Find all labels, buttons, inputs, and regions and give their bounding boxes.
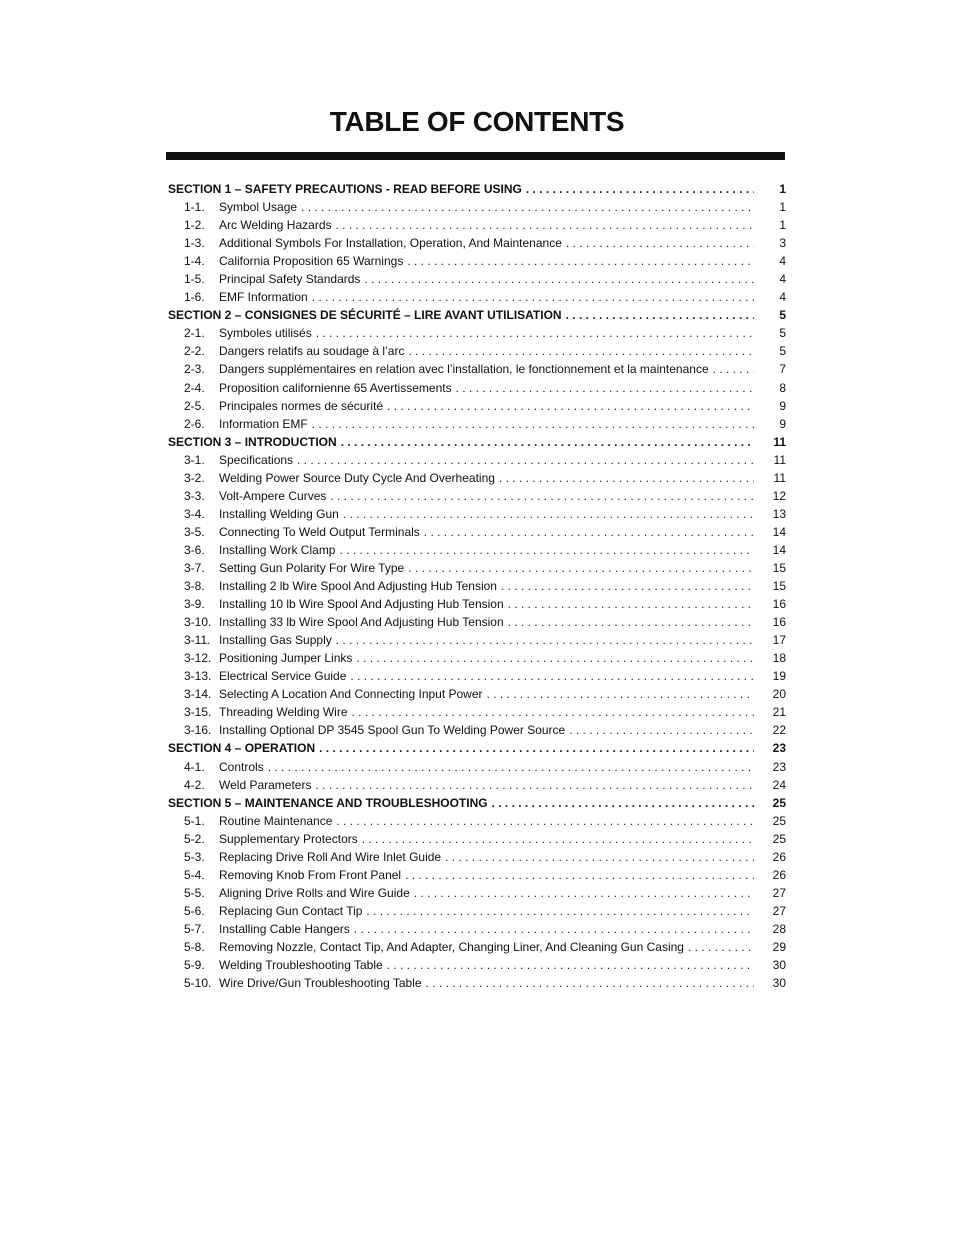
toc-entry-title: Principales normes de sécurité (219, 398, 384, 413)
toc-page-number: 15 (772, 560, 786, 575)
toc-entry-number: 2-1. (184, 326, 205, 341)
dot-leader (315, 776, 754, 794)
toc-entry-row[interactable] (168, 541, 786, 559)
dot-leader (330, 487, 754, 505)
toc-section-row[interactable] (168, 433, 786, 451)
toc-entry-number: 1-3. (184, 236, 205, 251)
toc-entry-row[interactable] (168, 379, 786, 397)
dot-leader (339, 541, 754, 559)
toc-page-number: 1 (779, 200, 786, 215)
toc-section-title: SECTION 1 – SAFETY PRECAUTIONS - READ BEFORE USING (168, 182, 522, 196)
toc-page-number: 13 (772, 506, 786, 521)
toc-entry-row[interactable] (168, 451, 786, 469)
toc-entry-number: 1-6. (184, 290, 205, 305)
toc-entry-row[interactable] (168, 595, 786, 613)
toc-entry-number: 2-4. (184, 380, 205, 395)
toc-entry-title: Proposition californienne 65 Avertissements (219, 380, 452, 395)
toc-entry-row[interactable] (168, 974, 786, 992)
toc-page-number: 24 (772, 777, 786, 792)
toc-page-number: 29 (772, 939, 786, 954)
dot-leader (364, 270, 754, 288)
toc-entry-number: 5-5. (184, 885, 205, 900)
toc-entry-row[interactable] (168, 667, 786, 685)
toc-entry-number: 5-1. (184, 813, 205, 828)
toc-entry-row[interactable] (168, 469, 786, 487)
toc-entry-row[interactable] (168, 559, 786, 577)
toc-page-number: 30 (772, 958, 786, 973)
toc-section-title: SECTION 3 – INTRODUCTION (168, 434, 337, 449)
toc-entry-number: 3-11. (184, 633, 211, 648)
toc-entry-row[interactable] (168, 523, 786, 541)
toc-page-number: 26 (772, 849, 786, 864)
dot-leader (354, 920, 754, 938)
toc-page-number: 19 (772, 669, 786, 684)
toc-entry-row[interactable] (168, 703, 786, 721)
toc-entry-title: Principal Safety Standards (219, 272, 361, 287)
toc-page-number: 25 (772, 795, 786, 810)
toc-page-number: 28 (772, 921, 786, 936)
toc-page-number: 4 (779, 290, 786, 305)
toc-entry-title: Dangers relatifs au soudage à l’arc (219, 344, 405, 359)
toc-entry-row[interactable] (168, 721, 786, 739)
dot-leader (387, 397, 754, 415)
toc-entry-row[interactable] (168, 884, 786, 902)
toc-page-number: 27 (772, 903, 786, 918)
dot-leader (713, 360, 754, 378)
toc-page-number: 1 (779, 182, 786, 196)
toc-page-number: 21 (772, 705, 786, 720)
toc-entry-title: Aligning Drive Rolls and Wire Guide (219, 885, 410, 900)
toc-entry-title: California Proposition 65 Warnings (219, 254, 404, 269)
dot-leader (688, 938, 754, 956)
toc-page-number: 11 (773, 452, 786, 467)
toc-page-number: 20 (772, 687, 786, 702)
toc-entry-row[interactable] (168, 649, 786, 667)
toc-entry-row[interactable] (168, 234, 786, 252)
toc-entry-row[interactable] (168, 397, 786, 415)
toc-entry-row[interactable] (168, 830, 786, 848)
toc-entry-number: 3-4. (184, 506, 205, 521)
page-title: TABLE OF CONTENTS (329, 106, 625, 137)
toc-entry-title: Threading Welding Wire (219, 705, 348, 720)
toc-entry-title: Dangers supplémentaires en relation avec l’installation, le fonctionnement et la maintenance (219, 362, 709, 377)
toc-entry-number: 3-9. (184, 597, 205, 612)
toc-entry-title: Electrical Service Guide (219, 669, 347, 684)
dot-leader (336, 216, 755, 234)
dot-leader (268, 758, 754, 776)
toc-entry-number: 3-10. (184, 615, 212, 630)
dot-leader (297, 451, 754, 469)
dot-leader (319, 739, 754, 757)
toc-entry-row[interactable] (168, 505, 786, 523)
toc-page-number: 23 (772, 741, 786, 756)
toc-entry-number: 5-6. (184, 903, 205, 918)
toc-entry-number: 1-1. (184, 200, 205, 215)
toc-entry-title: Installing Optional DP 3545 Spool Gun To Welding Power Source (219, 723, 566, 738)
toc-page-number: 26 (772, 867, 786, 882)
toc-entry-title: Additional Symbols For Installation, Operation, And Maintenance (219, 236, 562, 251)
toc-entry-row[interactable] (168, 776, 786, 794)
table-of-contents (168, 180, 786, 992)
dot-leader (508, 613, 754, 631)
toc-page-number: 25 (772, 813, 786, 828)
toc-entry-title: Installing Gas Supply (219, 633, 332, 648)
toc-page-number: 14 (772, 524, 786, 539)
dot-leader (414, 884, 754, 902)
toc-page-number: 25 (772, 831, 786, 846)
toc-page-number: 9 (779, 416, 786, 431)
toc-section-title: SECTION 2 – CONSIGNES DE SÉCURITÉ – LIRE AVANT UTILISATION (168, 308, 562, 323)
dot-leader (569, 721, 754, 739)
toc-page-number: 16 (772, 597, 786, 612)
toc-entry-number: 3-16. (184, 723, 212, 738)
toc-entry-row[interactable] (168, 487, 786, 505)
toc-entry-number: 1-2. (184, 218, 205, 233)
toc-entry-title: Removing Nozzle, Contact Tip, And Adapter, Changing Liner, And Cleaning Gun Casing (219, 939, 684, 954)
toc-page-number: 30 (772, 976, 786, 991)
dot-leader (407, 252, 754, 270)
toc-entry-number: 5-7. (184, 921, 205, 936)
toc-entry-number: 5-10. (184, 976, 212, 991)
toc-entry-number: 4-1. (184, 759, 205, 774)
toc-section-row[interactable] (168, 739, 786, 757)
toc-entry-number: 1-4. (184, 254, 205, 269)
dot-leader (408, 559, 754, 577)
toc-entry-title: Installing Welding Gun (219, 506, 339, 521)
toc-entry-title: Installing 33 lb Wire Spool And Adjusting Hub Tension (219, 615, 504, 630)
toc-entry-title: Installing Cable Hangers (219, 921, 350, 936)
toc-page-number: 5 (779, 326, 786, 341)
dot-leader (316, 324, 754, 342)
toc-entry-number: 3-3. (184, 488, 205, 503)
toc-entry-title: Wire Drive/Gun Troubleshooting Table (219, 976, 422, 991)
dot-leader (566, 306, 754, 324)
toc-page-number: 22 (772, 723, 786, 738)
toc-entry-row[interactable] (168, 342, 786, 360)
toc-entry-title: Weld Parameters (219, 777, 312, 792)
dot-leader (350, 667, 754, 685)
dot-leader (499, 469, 754, 487)
toc-entry-number: 5-2. (184, 831, 205, 846)
toc-entry-row[interactable] (168, 902, 786, 920)
toc-entry-row[interactable] (168, 288, 786, 306)
toc-entry-row[interactable] (168, 920, 786, 938)
toc-page-number: 16 (772, 615, 786, 630)
dot-leader (312, 415, 754, 433)
toc-entry-title: Routine Maintenance (219, 813, 333, 828)
toc-entry-title: Information EMF (219, 416, 308, 431)
dot-leader (336, 631, 754, 649)
toc-entry-row[interactable] (168, 631, 786, 649)
dot-leader (408, 342, 754, 360)
toc-section-row[interactable] (168, 794, 786, 812)
toc-entry-number: 4-2. (184, 777, 205, 792)
toc-page-number: 3 (779, 236, 786, 251)
toc-entry-number: 3-13. (184, 669, 212, 684)
toc-entry-row[interactable] (168, 252, 786, 270)
toc-page-number: 15 (772, 579, 786, 594)
toc-page-number: 18 (772, 651, 786, 666)
toc-entry-title: Welding Troubleshooting Table (219, 958, 383, 973)
dot-leader (343, 505, 754, 523)
toc-entry-row[interactable] (168, 360, 786, 378)
dot-leader (301, 198, 754, 216)
toc-entry-title: Symboles utilisés (219, 326, 312, 341)
toc-entry-row[interactable] (168, 758, 786, 776)
toc-section-title: SECTION 5 – MAINTENANCE AND TROUBLESHOOTING (168, 795, 488, 810)
dot-leader (487, 685, 754, 703)
toc-entry-number: 3-15. (184, 705, 212, 720)
toc-entry-title: Symbol Usage (219, 200, 298, 215)
toc-entry-row[interactable] (168, 216, 786, 234)
toc-entry-row[interactable] (168, 324, 786, 342)
toc-entry-title: EMF Information (219, 290, 308, 305)
toc-entry-row[interactable] (168, 198, 786, 216)
toc-entry-title: Controls (219, 759, 264, 774)
toc-entry-number: 3-5. (184, 524, 205, 539)
toc-entry-number: 3-6. (184, 542, 205, 557)
toc-entry-number: 5-3. (184, 849, 205, 864)
dot-leader (501, 577, 754, 595)
toc-entry-row[interactable] (168, 613, 786, 631)
toc-page-number: 1 (779, 218, 786, 233)
toc-entry-row[interactable] (168, 956, 786, 974)
toc-page-number: 8 (779, 380, 786, 395)
toc-entry-row[interactable] (168, 415, 786, 433)
toc-entry-number: 3-8. (184, 579, 205, 594)
dot-leader (312, 288, 754, 306)
toc-page-number: 11 (773, 470, 786, 485)
toc-entry-title: Installing 2 lb Wire Spool And Adjusting Hub Tension (219, 579, 497, 594)
toc-page-number: 14 (772, 542, 786, 557)
toc-entry-number: 3-14. (184, 687, 212, 702)
toc-entry-number: 2-6. (184, 416, 205, 431)
toc-section-title: SECTION 4 – OPERATION (168, 741, 316, 756)
dot-leader (566, 234, 754, 252)
toc-entry-number: 3-2. (184, 470, 205, 485)
toc-page-number: 4 (779, 272, 786, 287)
toc-entry-row[interactable] (168, 866, 786, 884)
toc-page-number: 11 (773, 434, 786, 449)
toc-entry-row[interactable] (168, 685, 786, 703)
dot-leader (336, 812, 754, 830)
dot-leader (405, 866, 754, 884)
toc-entry-number: 3-12. (184, 651, 212, 666)
toc-entry-title: Arc Welding Hazards (219, 218, 332, 233)
toc-page-number: 7 (779, 362, 786, 377)
toc-entry-title: Replacing Drive Roll And Wire Inlet Guide (219, 849, 442, 864)
toc-entry-title: Connecting To Weld Output Terminals (219, 524, 420, 539)
title-divider (166, 152, 785, 160)
toc-entry-number: 2-5. (184, 398, 205, 413)
toc-page-number: 5 (779, 344, 786, 359)
toc-entry-title: Supplementary Protectors (219, 831, 358, 846)
toc-page-number: 9 (779, 398, 786, 413)
toc-entry-number: 3-7. (184, 560, 205, 575)
toc-page-number: 4 (779, 254, 786, 269)
toc-entry-number: 1-5. (184, 272, 205, 287)
dot-leader (508, 595, 754, 613)
toc-entry-title: Positioning Jumper Links (219, 651, 353, 666)
toc-entry-title: Welding Power Source Duty Cycle And Overheating (219, 470, 495, 485)
toc-section-row[interactable] (168, 180, 786, 198)
toc-entry-title: Installing Work Clamp (219, 542, 336, 557)
dot-leader (362, 830, 754, 848)
dot-leader (366, 902, 754, 920)
toc-entry-title: Volt-Ampere Curves (219, 488, 327, 503)
toc-page-number: 23 (772, 759, 786, 774)
toc-entry-row[interactable] (168, 938, 786, 956)
toc-entry-number: 2-2. (184, 344, 205, 359)
dot-leader (356, 649, 754, 667)
dot-leader (456, 379, 754, 397)
toc-entry-title: Replacing Gun Contact Tip (219, 903, 363, 918)
toc-entry-title: Setting Gun Polarity For Wire Type (219, 560, 405, 575)
toc-page-number: 27 (772, 885, 786, 900)
dot-leader (424, 523, 754, 541)
toc-entry-title: Installing 10 lb Wire Spool And Adjusting Hub Tension (219, 597, 504, 612)
dot-leader (352, 703, 754, 721)
toc-entry-title: Selecting A Location And Connecting Input Power (219, 687, 483, 702)
toc-page-number: 5 (779, 308, 786, 323)
toc-section-row[interactable] (168, 306, 786, 324)
toc-entry-row[interactable] (168, 270, 786, 288)
toc-entry-row[interactable] (168, 577, 786, 595)
toc-entry-number: 5-9. (184, 958, 205, 973)
toc-entry-title: Removing Knob From Front Panel (219, 867, 402, 882)
toc-entry-title: Specifications (219, 452, 294, 467)
toc-entry-row[interactable] (168, 848, 786, 866)
dot-leader (445, 848, 754, 866)
dot-leader (341, 433, 754, 451)
dot-leader (526, 180, 754, 198)
dot-leader (426, 974, 754, 992)
toc-entry-number: 2-3. (184, 362, 205, 377)
toc-entry-row[interactable] (168, 812, 786, 830)
dot-leader (492, 794, 754, 812)
toc-entry-number: 5-8. (184, 939, 205, 954)
toc-page-number: 17 (772, 633, 786, 648)
toc-entry-number: 5-4. (184, 867, 205, 882)
dot-leader (387, 956, 754, 974)
toc-entry-number: 3-1. (184, 452, 205, 467)
toc-page-number: 12 (772, 488, 786, 503)
